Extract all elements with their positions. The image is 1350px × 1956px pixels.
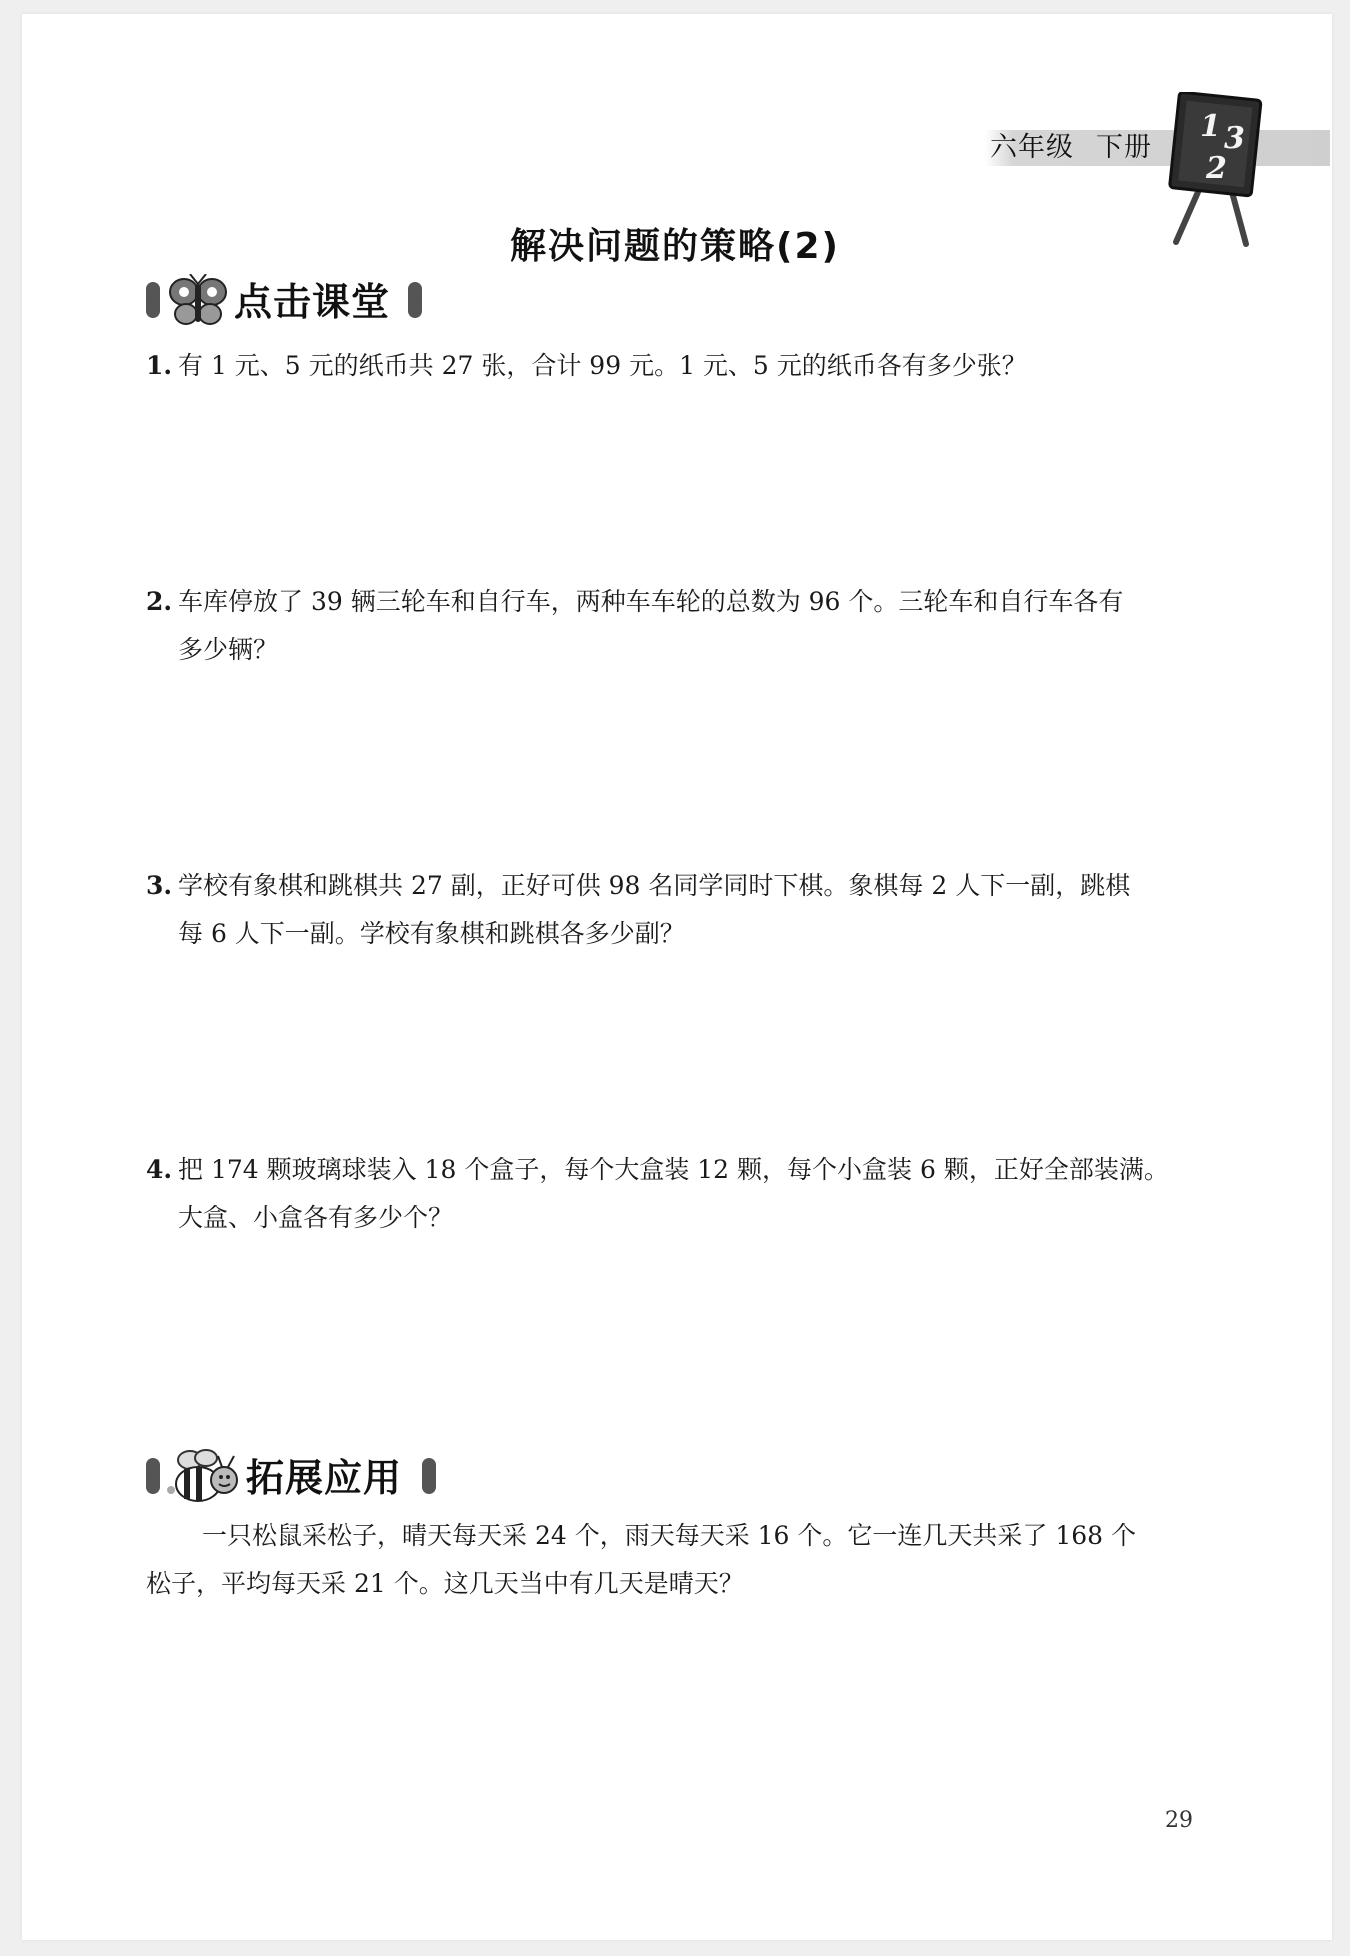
left-pill [146,282,160,318]
page-number: 29 [1165,1808,1193,1833]
question-2 [146,578,1206,674]
board-number-2: 2 [1206,151,1227,186]
question-text: 学校有象棋和跳棋共 27 副，正好可供 98 名同学同时下棋。象棋每 2 人下一副，跳棋 [178,871,1131,900]
extension-text-line1: 一只松鼠采松子，晴天每天采 24 个，雨天每天采 16 个。它一连几天共采了 168 个 [202,1521,1137,1550]
right-pill [408,282,422,318]
section-label-classroom: 点击课堂 [234,280,391,324]
board-number-3: 3 [1224,121,1245,156]
question-text-continued: 大盒、小盒各有多少个？ [178,1203,454,1232]
question-number: 2. [146,587,173,616]
question-text: 把 174 颗玻璃球装入 18 个盒子，每个大盒装 12 颗，每个小盒装 6 颗，正好全部装满。 [178,1155,1169,1184]
volume-text: 下册 [1096,132,1152,163]
question-text: 有 1 元、5 元的纸币共 27 张，合计 99 元。1 元、5 元的纸币各有多少张？ [178,351,1027,380]
question-3 [146,862,1206,958]
question-number: 4. [146,1155,173,1184]
question-4 [146,1146,1206,1242]
butterfly-icon [166,274,230,330]
question-text: 车库停放了 39 辆三轮车和自行车，两种车车轮的总数为 96 个。三轮车和自行车各有 [178,587,1124,616]
right-pill [422,1458,436,1494]
question-number: 3. [146,871,173,900]
grade-label [990,130,1174,166]
extension-text-line2: 松子，平均每天采 21 个。这几天当中有几天是晴天？ [146,1569,744,1598]
section-header-classroom [146,272,446,332]
left-pill [146,1458,160,1494]
question-text-continued: 每 6 人下一副。学校有象棋和跳棋各多少副？ [178,919,685,948]
board-number-1: 1 [1200,109,1221,144]
question-number: 1. [146,351,173,380]
section-label-extension: 拓展应用 [246,1456,403,1500]
section-header-extension [146,1448,446,1508]
question-text-continued: 多少辆？ [178,635,279,664]
bee-icon [164,1448,240,1508]
grade-text: 六年级 [990,132,1074,163]
question-1 [146,342,1206,390]
page-title: 解决问题的策略(2) [510,226,840,267]
extension-problem [146,1512,1206,1608]
